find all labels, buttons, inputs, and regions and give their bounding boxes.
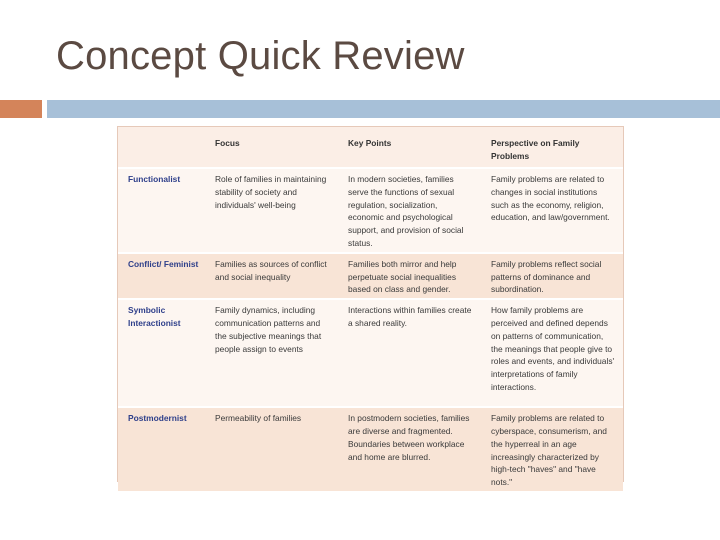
perspective-cell: Conflict/ Feminist bbox=[118, 253, 205, 299]
family-problems-cell: Family problems are related to changes in social institutions such as the economy, religion, education, and law/government. bbox=[481, 168, 623, 253]
accent-bar-blue bbox=[47, 100, 720, 118]
header-perspective bbox=[118, 127, 205, 168]
focus-cell: Role of families in maintaining stability of society and individuals' well-being bbox=[205, 168, 338, 253]
family-problems-cell: Family problems reflect social patterns of dominance and subordination. bbox=[481, 253, 623, 299]
perspective-cell: Functionalist bbox=[118, 168, 205, 253]
table-row bbox=[118, 299, 623, 407]
slide-title: Concept Quick Review bbox=[56, 34, 465, 78]
header-family-problems: Perspective on Family Problems bbox=[481, 127, 623, 168]
key-points-cell: Families both mirror and help perpetuate social inequalities based on class and gender. bbox=[338, 253, 481, 299]
focus-cell: Permeability of families bbox=[205, 407, 338, 491]
perspective-cell: Postmodernist bbox=[118, 407, 205, 491]
key-points-cell: In postmodern societies, families are diverse and fragmented. Boundaries between workplace and home are blurred. bbox=[338, 407, 481, 491]
focus-cell: Families as sources of conflict and social inequality bbox=[205, 253, 338, 299]
family-problems-cell: Family problems are related to cyberspace, consumerism, and the hyperreal in an age increasingly characterized by high-tech "haves" and "have nots." bbox=[481, 407, 623, 491]
key-points-cell: Interactions within families create a shared reality. bbox=[338, 299, 481, 407]
table-row bbox=[118, 407, 623, 491]
family-problems-cell: How family problems are perceived and defined depends on patterns of communication, the meanings that people give to roles and events, and individuals' interpretations of family interactions. bbox=[481, 299, 623, 407]
perspective-cell: Symbolic Interactionist bbox=[118, 299, 205, 407]
accent-bar-orange bbox=[0, 100, 42, 118]
concept-review-table bbox=[117, 126, 624, 488]
header-focus: Focus bbox=[205, 127, 338, 168]
focus-cell: Family dynamics, including communication patterns and the subjective meanings that people assign to events bbox=[205, 299, 338, 407]
table-row bbox=[118, 253, 623, 299]
key-points-cell: In modern societies, families serve the functions of sexual regulation, socialization, economic and psychological support, and provision of social status. bbox=[338, 168, 481, 253]
table-row bbox=[118, 168, 623, 253]
header-key-points: Key Points bbox=[338, 127, 481, 168]
table bbox=[118, 127, 623, 491]
table-header-row bbox=[118, 127, 623, 168]
